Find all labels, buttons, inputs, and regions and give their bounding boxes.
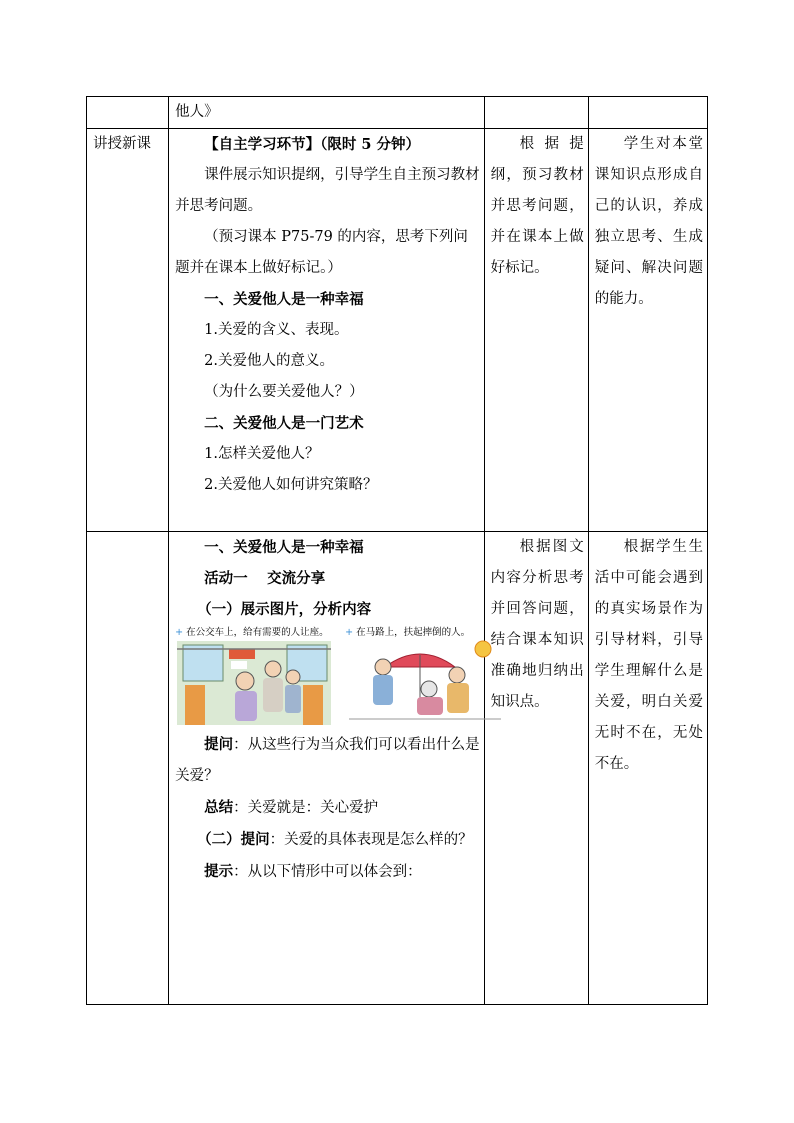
summary-text: ：关爱就是：关心爱护 — [233, 800, 379, 816]
row0-label-cell — [87, 97, 169, 129]
plus-icon: + — [175, 627, 184, 638]
image-caption: 在马路上，扶起摔倒的人。 — [356, 627, 471, 638]
student-activity: 根据图文内容分析思考并回答问题，结合课本知识准确地归纳出知识点。 — [490, 539, 584, 710]
question2-text: ：关爱的具体表现是怎么样的？ — [269, 832, 473, 848]
question2-paragraph — [175, 824, 480, 856]
hint-paragraph — [175, 856, 480, 888]
hint-label: 提示 — [204, 863, 234, 880]
design-intent: 学生对本堂课知识点形成自己的认识，养成独立思考、生成疑问、解决问题的能力。 — [594, 136, 703, 307]
lesson-plan-table — [86, 96, 708, 1005]
design-intent: 根据学生生活中可能会遇到的真实场景作为引导材料，引导学生理解什么是关爱，明白关爱无时不在，无处不在。 — [594, 539, 703, 772]
sub-heading: （一）展示图片，分析内容 — [197, 601, 372, 618]
table-row — [87, 97, 708, 129]
student-activity: 根据提纲，预习教材并思考问题，并在课本上做好标记。 — [490, 136, 584, 276]
row0-student-cell — [484, 97, 588, 129]
row2-content-cell — [169, 532, 485, 1005]
row2-label-cell — [87, 532, 169, 1005]
question2-prefix: （二） — [197, 831, 241, 848]
summary-label: 总结 — [204, 799, 234, 816]
help-fallen-illustration — [345, 627, 505, 725]
row2-student-cell — [484, 532, 588, 1005]
image-caption: 在公交车上，给有需要的人让座。 — [186, 627, 329, 638]
outline-item: 1.怎样关爱他人？ — [204, 446, 320, 462]
self-study-heading-time: （限时 5 分钟） — [320, 136, 421, 153]
row2-intent-cell — [588, 532, 707, 1005]
row1-label-cell — [87, 129, 169, 532]
bus-scene-icon — [175, 627, 335, 725]
outline-item: 2.关爱他人的意义。 — [204, 353, 334, 369]
illustration-row — [175, 627, 480, 725]
section-heading: 一、关爱他人是一种幸福 — [204, 539, 364, 556]
paragraph: （预习课本 P75-79 的内容，思考下列问题并在课本上做好标记。） — [175, 229, 468, 276]
question-paragraph — [175, 729, 480, 792]
summary-paragraph — [175, 792, 480, 824]
self-study-heading-main: 【自主学习环节】 — [204, 136, 321, 153]
activity-title: 活动一 交流分享 — [204, 570, 326, 587]
row0-content: 他人》 — [175, 104, 219, 120]
row0-content-cell — [169, 97, 485, 129]
row1-intent-cell — [588, 129, 707, 532]
outline-item: （为什么要关爱他人？） — [204, 384, 364, 400]
street-help-scene-icon — [345, 627, 505, 725]
table-row — [87, 129, 708, 532]
row0-intent-cell — [588, 97, 707, 129]
table-row — [87, 532, 708, 1005]
bus-seat-illustration — [175, 627, 335, 725]
hint-text: ：从以下情形中可以体会到： — [233, 864, 422, 880]
plus-icon: + — [345, 627, 354, 638]
row1-content-cell — [169, 129, 485, 532]
outline-heading: 一、关爱他人是一种幸福 — [204, 291, 364, 308]
outline-item: 2.关爱他人如何讲究策略？ — [204, 477, 378, 493]
section-label: 讲授新课 — [93, 136, 151, 152]
outline-heading: 二、关爱他人是一门艺术 — [204, 415, 364, 432]
question-text: ：从这些行为当众我们可以看出什么是关爱？ — [175, 737, 480, 784]
self-study-heading — [175, 129, 480, 160]
question-label: 提问 — [204, 736, 234, 753]
paragraph: 课件展示知识提纲，引导学生自主预习教材并思考问题。 — [175, 167, 480, 214]
outline-item: 1.关爱的含义、表现。 — [204, 322, 349, 338]
question2-label: 提问 — [240, 831, 270, 848]
row1-student-cell — [484, 129, 588, 532]
